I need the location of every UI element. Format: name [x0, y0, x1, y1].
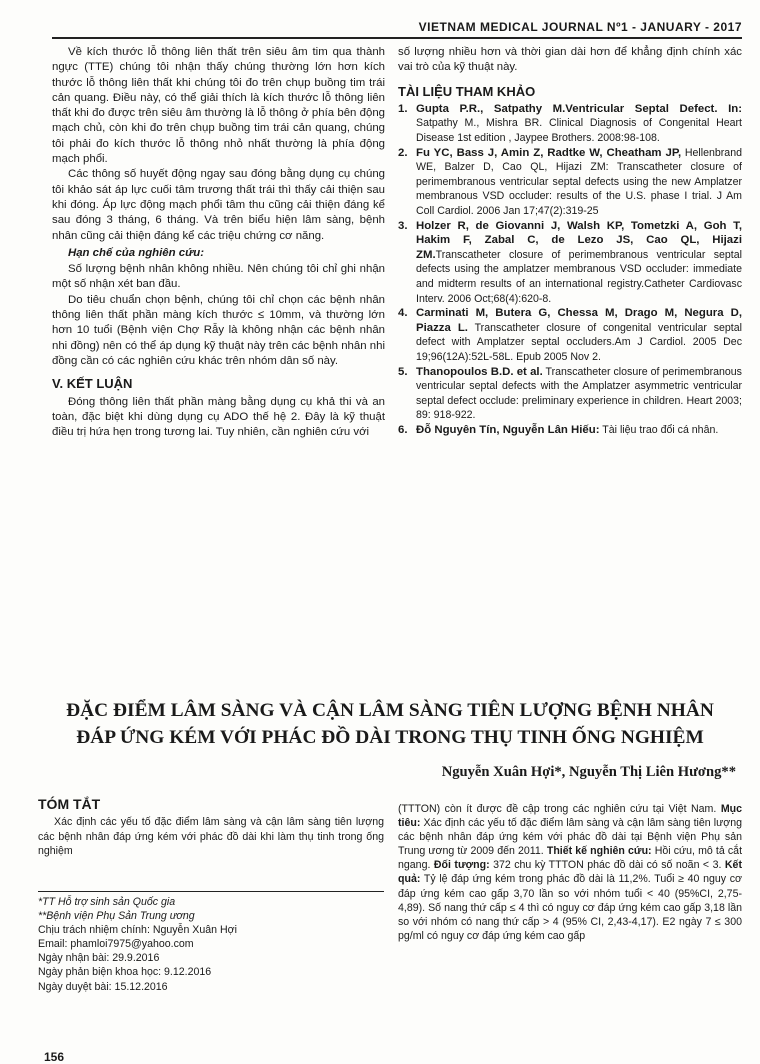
title-line: ĐẶC ĐIỂM LÂM SÀNG VÀ CẬN LÂM SÀNG TIÊN LƯỢNG BỆNH NHÂN [66, 700, 714, 721]
reference-item: 2. Fu YC, Bass J, Amin Z, Radtke W, Cheatham JP, Hellenbrand WE, Balzer D, Cao QL, Hijazi ZM: Transcatheter closure of perimembranous ventricular septal defects using the new Amplatzer membranous VSD occluder: results of the U.S. phase I trial. J Am Coll Cardiol. 2006 Jan 17;47(2):319-25 [398, 146, 742, 218]
body-paragraph: Về kích thước lỗ thông liên thất trên siêu âm tim qua thành ngực (TTE) chúng tôi nhận thấy chúng thường lớn hơn kích thước lỗ thông liên thất khi chúng tôi đo trên chụp buồng tim trái cản quang. Điều này, có thể giải thích là kích thước lỗ thông liên thất khi đo được trên siêu âm thường là lỗ thông ở phía bên động mạch chủ, còn khi đo trên chụp buồng tim trái cản quang, chúng tôi phải đo kích thước lỗ thông nhỏ nhất thường là phía động mạch phổi. [52, 46, 385, 166]
conclusion-paragraph: Đóng thông liên thất phần màng bằng dụng cụ khả thi và an toàn, đặc biệt khi dùng dụng cụ ADO thế hệ 2. Đây là kỹ thuật điều trị hứa hẹn trong tương lai. Tuy nhiên, cần nghiên cứu với [52, 395, 385, 439]
abstract-left [38, 797, 384, 858]
title-line: ĐÁP ỨNG KÉM VỚI PHÁC ĐỒ DÀI TRONG THỤ TINH ỐNG NGHIỆM [76, 727, 704, 748]
reference-list [398, 102, 742, 438]
reference-item: 3. Holzer R, de Giovanni J, Walsh KP, Tometzki A, Goh T, Hakim F, Zabal C, de Lezo JS, Cao QL, Hijazi ZM.Transcatheter closure of perimembranous ventricular septal defects using the amplatzer membranous VSD occluder: immediate and midterm results of an international registry.Catheter Cardiovasc Interv. 2006 Oct;68(4):620-8. [398, 219, 742, 305]
footnote: Ngày duyệt bài: 15.12.2016 [38, 980, 168, 993]
abstract-right: (TTTON) còn ít được đề cập trong các nghiên cứu tại Việt Nam. Mục tiêu: Xác định các yếu tố đặc điểm lâm sàng và cận lâm sàng tiên lượng các bệnh nhân đáp ứng kém với phác đồ dài tại Bệnh viện Phụ sản Trung ương từ 2009 đến 2011. Thiết kế nghiên cứu: Hồi cứu, mô tả cắt ngang. Đối tượng: 372 chu kỳ TTTON phác đồ dài có số noãn < 3. Kết quả: Tỷ lệ đáp ứng kém trong phác đồ dài là 11,2%. Tuổi ≥ 40 nguy cơ đáp ứng kém cao gấp 3,70 lần so với nhóm tuổi < 40 (95%CI, 2,75-4,89). Số nang thứ cấp ≤ 4 thì có nguy cơ đáp ứng kém cao gấp 3,18 lần so với nhóm có nang thứ cấp > 4 (95% CI, 2,43-4,17). E2 ngày 7 ≤ 300 pg/ml có nguy cơ đáp ứng kém cao gấp [398, 803, 743, 942]
footnote: Chịu trách nhiệm chính: Nguyễn Xuân Hợi [38, 924, 237, 937]
footnote: *TT Hỗ trợ sinh sản Quốc gia [38, 896, 176, 908]
body-paragraph: Số lượng bệnh nhân không nhiều. Nên chúng tôi chỉ ghi nhận một số nhận xét ban đầu. [52, 263, 385, 291]
body-paragraph: số lượng nhiều hơn và thời gian dài hơn để khẳng định chính xác vai trò của kỹ thuật này. [398, 46, 742, 74]
right-column [398, 45, 742, 438]
footnotes [38, 891, 384, 994]
footnote: Ngày phản biện khoa học: 9.12.2016 [38, 966, 212, 979]
footnote: **Bệnh viện Phụ Sản Trung ương [38, 910, 195, 923]
limit-heading: Hạn chế của nghiên cứu: [68, 246, 204, 259]
left-column [52, 45, 385, 440]
reference-item: 1. Gupta P.R., Satpathy M.Ventricular Septal Defect. In: Satpathy M., Mishra BR. Clinical Diagnosis of Congenital Heart Disease 1st edition , Jaypee Brothers. 2008:98-108. [398, 102, 742, 145]
header-rule [52, 37, 742, 39]
references-heading: TÀI LIỆU THAM KHẢO [398, 83, 536, 99]
summary-paragraph: Xác định các yếu tố đặc điểm lâm sàng và cận lâm sàng tiên lượng các bệnh nhân đáp ứng kém với phác đồ dài khi làm thụ tinh trong ống nghiệm [38, 816, 384, 857]
body-paragraph: Do tiêu chuẩn chọn bệnh, chúng tôi chỉ chọn các bệnh nhân thông liên thất phần màng kích thước ≤ 10mm, và thường lớn hơn 10 tuổi (Bệnh viện Chợ Rẫy là không nhận các bệnh nhân nhi đồng) nên có thể áp dụng kỹ thuật này trên các bệnh nhân nhi đồng cần có các nghiên cứu khác trên nhóm dân số này. [52, 293, 385, 367]
article-authors: Nguyễn Xuân Hợi*, Nguyễn Thị Liên Hương** [441, 764, 736, 780]
article-title [40, 697, 740, 751]
footnote: Email: phamloi7975@yahoo.com [38, 938, 194, 951]
conclusion-heading: V. KẾT LUẬN [52, 376, 133, 392]
summary-heading: TÓM TẮT [38, 796, 101, 812]
reference-item: 5. Thanopoulos B.D. et al. Transcatheter closure of perimembranous ventricular septal defects with the Amplatzer asymmetric ventricular septal defect occlude: preliminary experience in children. Heart 2003; 89: 918-922. [398, 365, 742, 422]
journal-header: VIETNAM MEDICAL JOURNAL Nº1 - JANUARY - 2017 [418, 20, 742, 34]
footnote: Ngày nhận bài: 29.9.2016 [38, 952, 160, 965]
body-paragraph: Các thông số huyết động ngay sau đóng bằng dụng cụ chúng tôi khảo sát áp lực cuối tâm trương thất trái thì thấy cải thiện sau khi đóng. Áp lực động mạch phổi tâm thu cũng cải thiện đáng kể sau đóng 3 tháng, 6 tháng. Và trên biểu hiện lâm sàng, bệnh nhân cũng cải thiện đáng kể các triệu chứng cơ năng. [52, 168, 385, 242]
reference-item: 4. Carminati M, Butera G, Chessa M, Drago M, Negura D, Piazza L. Transcatheter closure of congenital ventricular septal defect with Amplatzer septal occluders.Am J Cardiol. 2005 Dec 19;96(12A):52L-58L. Epub 2005 Nov 2. [398, 307, 742, 363]
reference-item: 6. Đỗ Nguyên Tín, Nguyễn Lân Hiếu: Tài liệu trao đổi cá nhân. [398, 423, 719, 436]
page-number: 156 [44, 1050, 65, 1064]
